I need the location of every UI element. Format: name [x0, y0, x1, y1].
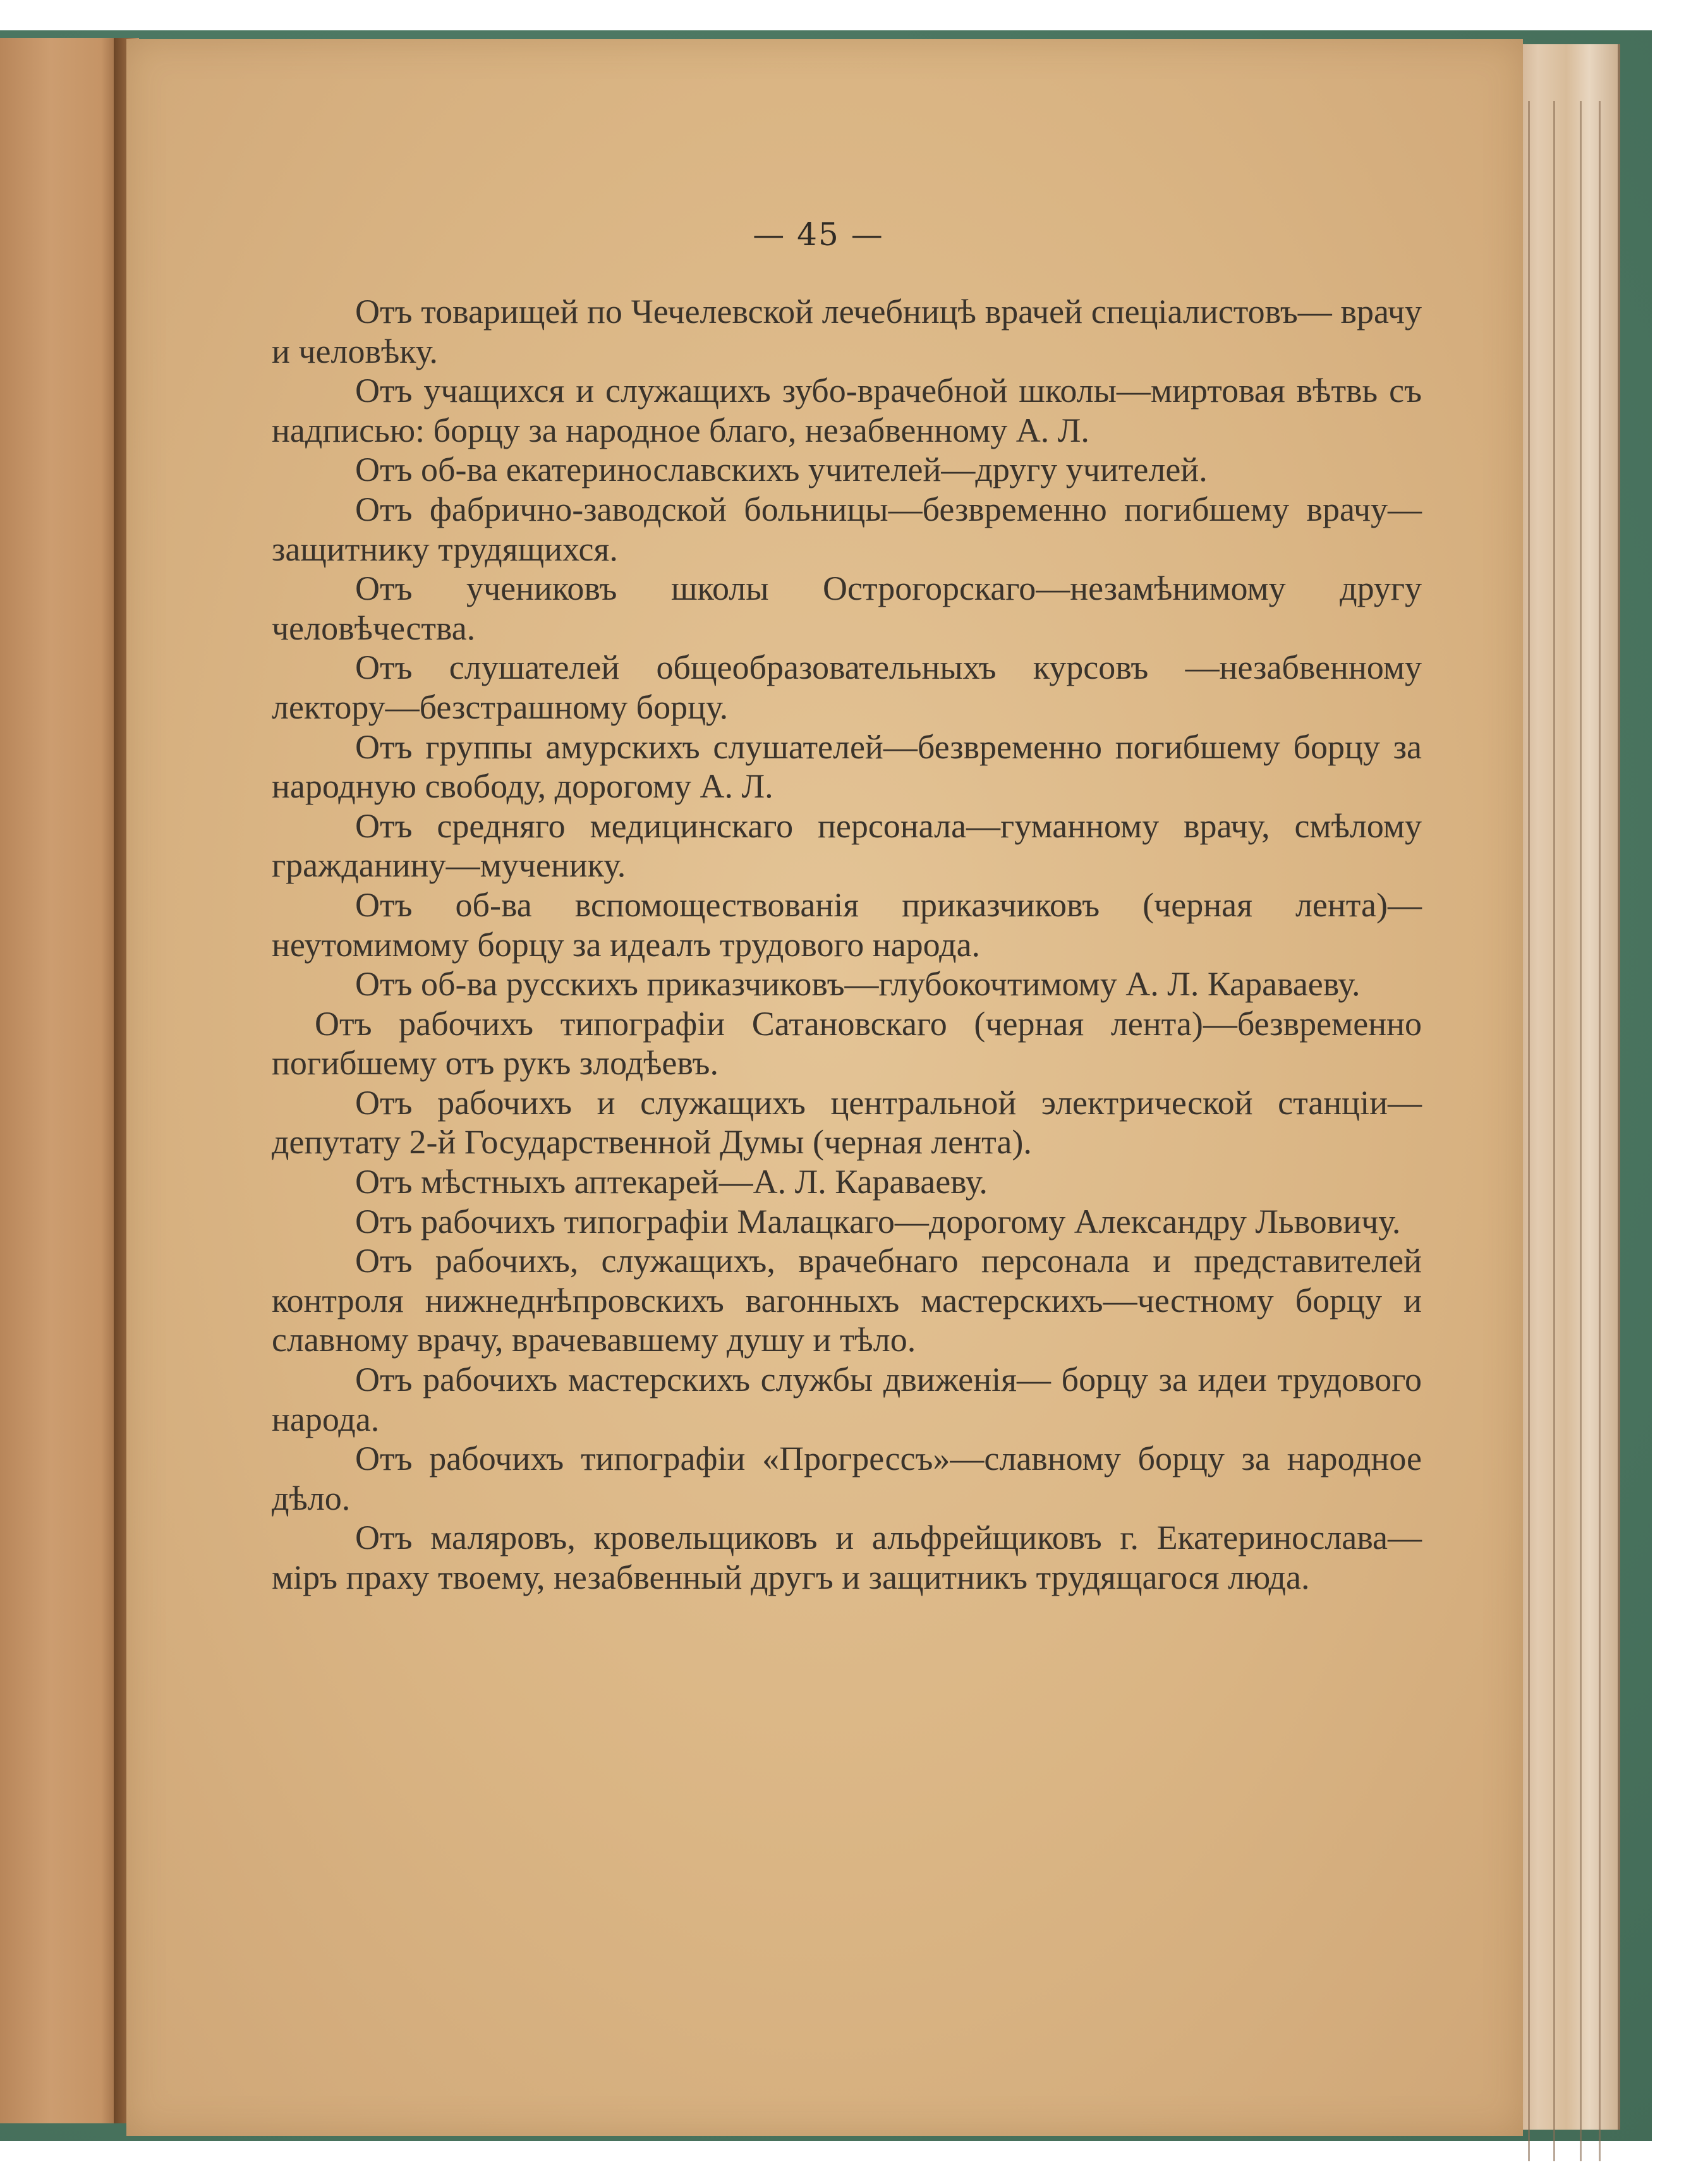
list-item: Отъ учащихся и служащихъ зубо-врачебной школы—миртовая вѣтвь съ надписью: борцу за народное благо, незабвенному А. Л.	[272, 372, 1422, 449]
list-item: Отъ слушателей общеобразовательныхъ курсовъ —незабвенному лектору—безстрашному борцу.	[272, 648, 1422, 726]
list-item: Отъ об-ва екатеринославскихъ учителей—другу учителей.	[355, 451, 1208, 489]
list-item: Отъ маляровъ, кровельщиковъ и альфрейщиковъ г. Екатеринослава—міръ праху твоему, незабвенный другъ и защитникъ трудящагося люда.	[272, 1519, 1422, 1596]
left-facing-page-edge	[0, 38, 126, 2123]
list-item: Отъ фабрично-заводской больницы—безвременно погибшему врачу—защитнику трудящихся.	[272, 490, 1422, 568]
list-item: Отъ рабочихъ мастерскихъ службы движенія— борцу за идеи трудового народа.	[272, 1361, 1422, 1438]
list-item: Отъ средняго медицинскаго персонала—гуманному врачу, смѣлому гражданину—мученику.	[272, 806, 1422, 885]
page-number: — 45 —	[753, 216, 884, 253]
list-item: Отъ об-ва вспомоществованія приказчиковъ (черная лента)—неутомимому борцу за идеалъ трудового народа.	[272, 885, 1422, 964]
list-item: Отъ рабочихъ типографіи Сатановскаго (черная лента)—безвременно погибшему отъ рукъ злодѣевъ.	[272, 1004, 1422, 1083]
page-body-text	[272, 292, 1422, 1598]
list-item: Отъ учениковъ школы Острогорскаго—незамѣнимому другу человѣчества.	[272, 569, 1422, 647]
list-item: Отъ об-ва русскихъ приказчиковъ—глубокочтимому А. Л. Караваеву.	[355, 965, 1361, 1004]
list-item: Отъ товарищей по Чечелевской лечебницѣ врачей спеціалистовъ— врачу и человѣку.	[272, 293, 1422, 370]
list-item: Отъ рабочихъ типографіи Малацкаго—дорогому Александру Львовичу.	[355, 1202, 1401, 1241]
list-item: Отъ рабочихъ типографіи «Прогрессъ»—славному борцу за народное дѣло.	[272, 1440, 1422, 1517]
list-item: Отъ группы амурскихъ слушателей—безвременно погибшему борцу за народную свободу, дорогому А. Л.	[272, 727, 1422, 806]
list-item: Отъ рабочихъ и служащихъ центральной электрической станціи—депутату 2-й Государственной Думы (черная лента).	[272, 1083, 1422, 1162]
list-item: Отъ рабочихъ, служащихъ, врачебнаго персонала и представителей контроля нижнеднѣпровскихъ вагонныхъ мастерскихъ—честному борцу и славному врачу, врачевавшему душу и тѣло.	[272, 1242, 1422, 1359]
list-item: Отъ мѣстныхъ аптекарей—А. Л. Караваеву.	[355, 1163, 988, 1201]
book-page	[126, 39, 1523, 2136]
